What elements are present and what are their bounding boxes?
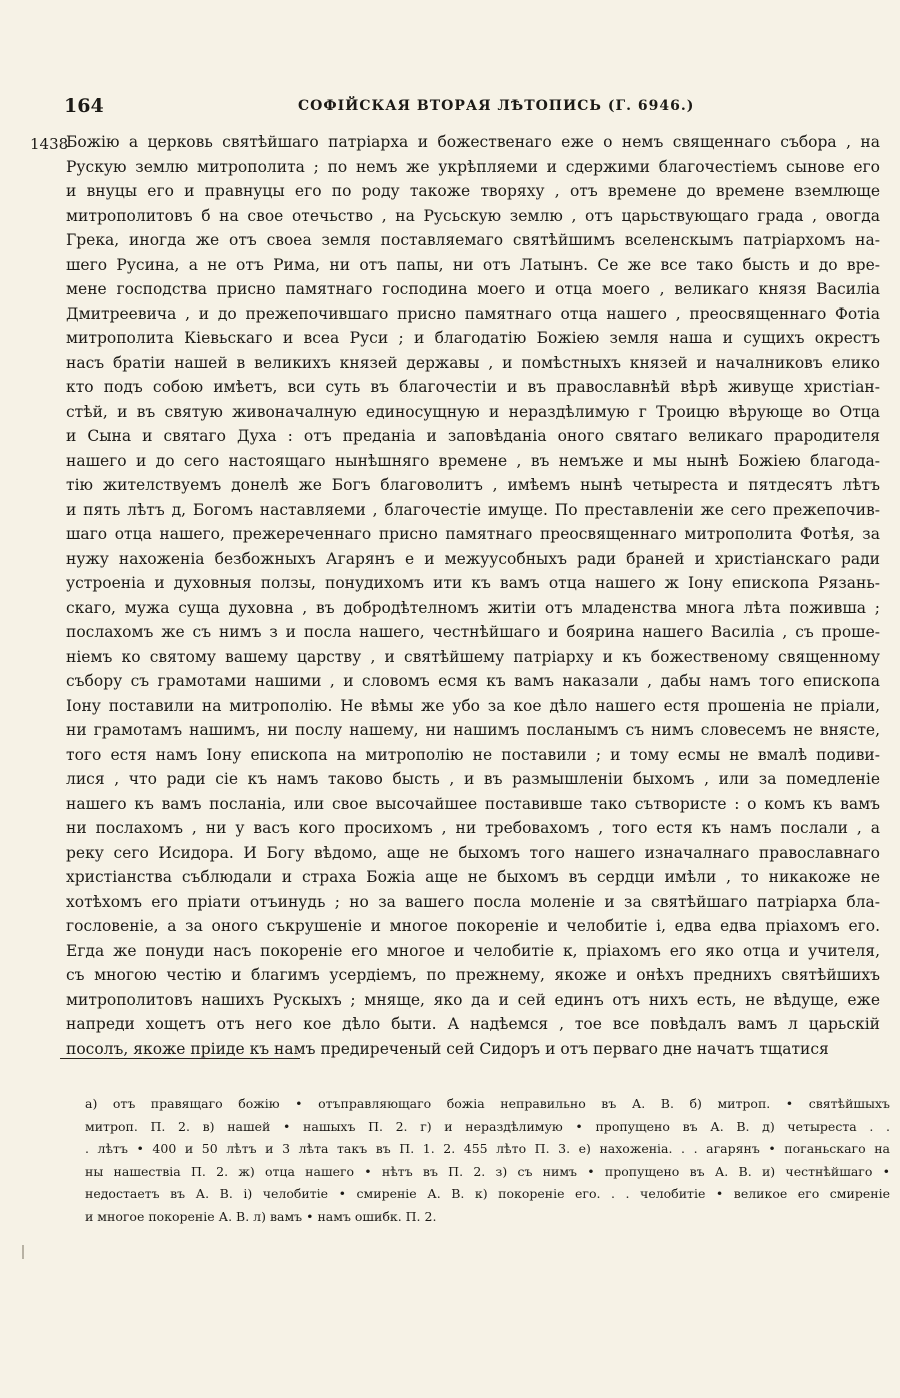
text-line: устроеніа и духовныя ползы, понудихомъ ити къ вамъ отца нашего ж Іону епископа Рязань-: [66, 574, 880, 592]
text-line: шего Русина, а не отъ Рима, ни отъ папы, ни отъ Латынъ. Се же все тако бысть и до вре-: [66, 255, 880, 274]
text-line: того естя намъ Іону епископа на митрополію не поставили ; и тому есмы не вмалѣ подиви-: [66, 745, 880, 764]
footnote-line: митроп. П. 2. в) нашей • нашыхъ П. 2. г) и нераздѣлимую • пропущено въ А. В. д) четыреста . .: [85, 1118, 890, 1134]
page-header: [64, 95, 864, 123]
running-title: СОФІЙСКАЯ ВТОРАЯ ЛѢТОПИСЬ (Г. 6946.): [298, 98, 695, 114]
text-line: реку сего Исидора. И Богу вѣдомо, аще не быхомъ того нашего изначалнаго православнаго: [66, 843, 880, 862]
text-line: ни послахомъ , ни у васъ кого просихомъ , ни требовахомъ , того естя къ намъ послали , а: [66, 819, 880, 837]
text-line: митрополитовъ б на свое отечьство , на Русьскую землю , отъ царьствующаго града , овогда: [66, 206, 880, 225]
margin-mark: [22, 1245, 24, 1259]
text-line: митрополитовъ нашихъ Рускыхъ ; мняще, яко да и сей единъ отъ нихъ есть, не вѣдуще, еже: [66, 990, 880, 1009]
footnotes: [85, 1093, 890, 1228]
footnote-line: недостаетъ въ А. В. і) челобитіе • смиреніе А. В. к) покореніе его. . . челобитіе • великое его смиреніе: [85, 1186, 890, 1201]
text-line: и пять лѣтъ д, Богомъ наставляеми , благочестіе имуще. По преставленіи же сего прежепочив-: [66, 500, 880, 519]
text-line: стѣй, и въ святую живоначалную единосущную и нераздѣлимую г Троицю вѣрующе во Отца: [66, 402, 880, 421]
text-line: нужу нахоженіа безбожныхъ Агарянъ е и межуусобныхъ ради браней и христіанскаго ради: [66, 549, 880, 568]
page-number: 164: [64, 95, 104, 117]
text-line: послахомъ же съ нимъ з и посла нашего, честнѣйшаго и боярина нашего Василіа , съ проше-: [66, 623, 880, 641]
footnote-line: ны нашествіа П. 2. ж) отца нашего • нѣтъ въ П. 2. з) съ нимъ • пропущено въ А. В. и) честнѣйшаго •: [85, 1163, 890, 1179]
text-line: и внуцы его и правнуцы его по роду такоже творяху , отъ времене до времене вземлюще: [66, 182, 880, 200]
text-line: шаго отца нашего, прежереченнаго присно памятнаго преосвященнаго митрополита Фотѣя, за: [66, 525, 880, 543]
footnote-line: . лѣтъ • 400 и 50 лѣтъ и 3 лѣта такъ въ П. 1. 2. 455 лѣто П. 3. е) нахоженіа. . . агарянъ • поганьскаго на: [85, 1141, 890, 1156]
text-line: събору съ грамотами нашими , и словомъ есмя къ вамъ наказали , дабы намъ того епископа: [66, 672, 880, 690]
text-line: ни грамотамъ нашимъ, ни послу нашему, ни нашимъ посланымъ съ нимъ словесемъ не внясте,: [66, 721, 880, 739]
text-line: тію жителствуемъ донелѣ же Богъ благоволитъ , имѣемъ нынѣ четыреста и пятдесятъ лѣтъ: [66, 476, 880, 494]
text-line: съ многою честію и благимъ усердіемъ, по прежнему, якоже и онѣхъ преднихъ святѣйшихъ: [66, 966, 880, 984]
text-line: кто подъ собою имѣетъ, вси суть въ благочестіи и въ православнѣй вѣрѣ живуще христіан-: [66, 378, 880, 396]
text-line: нашего и до сего настоящаго нынѣшняго времене , въ немъже и мы нынѣ Божіею благода-: [66, 451, 880, 470]
text-line: Дмитреевича , и до прежепочившаго присно памятнаго отца нашего , преосвященнаго Фотіа: [66, 304, 880, 323]
margin-year: 1438: [30, 135, 69, 153]
footnote-line: и многое покореніе А. В. л) вамъ • намъ ошибк. П. 2.: [85, 1208, 437, 1224]
text-line: посолъ, якоже пріиде къ намъ предиреченый сей Сидоръ и отъ перваго дне начатъ тщатися: [66, 1039, 829, 1058]
text-line: Грека, иногда же отъ своеа земля поставляемаго святѣйшимъ вселенскымъ патріархомъ на-: [66, 231, 880, 249]
footnote-line: а) отъ правящаго божію • отъправляющаго божіа неправильно въ А. В. б) митроп. • святѣйшыхъ: [85, 1096, 890, 1111]
text-line: и Сына и святаго Духа : отъ преданіа и заповѣданіа оного святаго великаго прародителя: [66, 427, 880, 445]
text-line: христіанства съблюдали и страха Божіа аще не быхомъ въ сердци имѣли , то никакоже не: [66, 868, 880, 886]
text-line: напреди хощетъ отъ него кое дѣло быти. А надѣемся , тое все повѣдалъ вамъ л царьскій: [66, 1015, 880, 1033]
text-line: гословеніе, а за оного съкрушеніе и многое покореніе и челобитіе і, едва едва пріахомъ его.: [66, 917, 880, 935]
text-line: Егда же понуди насъ покореніе его многое и челобитіе к, пріахомъ его яко отца и учителя,: [66, 941, 880, 960]
text-line: мене господства присно памятнаго господина моего и отца моего , великаго князя Василіа: [66, 280, 880, 298]
text-line: скаго, мужа суща духовна , въ добродѣтелномъ житіи отъ младенства многа лѣта поживша ;: [66, 598, 880, 617]
text-line: Божію а церковь святѣйшаго патріарха и божественаго еже о немъ священнаго събора , на: [66, 133, 880, 151]
text-line: Рускую землю митрополита ; по немъ же укрѣпляеми и сдержими благочестіемъ сынове его: [66, 157, 880, 176]
text-line: нашего къ вамъ посланіа, или свое высочайшее поставивше тако сътвористе : о комъ къ вамъ: [66, 794, 880, 813]
text-line: насъ братіи нашей в великихъ князей державы , и помѣстныхъ князей и началниковъ елико: [66, 353, 880, 372]
text-line: митрополита Кіевьскаго и всеа Руси ; и благодатію Божіею земля наша и сущихъ окрестъ: [66, 329, 880, 347]
body-text: [66, 130, 880, 1061]
text-line: ніемъ ко святому вашему царству , и святѣйшему патріарху и къ божественому священному: [66, 647, 880, 666]
text-line: хотѣхомъ его пріати отъинудь ; но за вашего посла моленіе и за святѣйшаго патріарха бла-: [66, 892, 880, 911]
text-line: Іону поставили на митрополію. Не вѣмы же убо за кое дѣло нашего естя прошеніа не пріали,: [66, 696, 880, 715]
text-line: лися , что ради сіе къ намъ таково бысть , и въ размышленіи быхомъ , или за помедленіе: [66, 770, 880, 788]
footnote-rule: [60, 1058, 300, 1059]
